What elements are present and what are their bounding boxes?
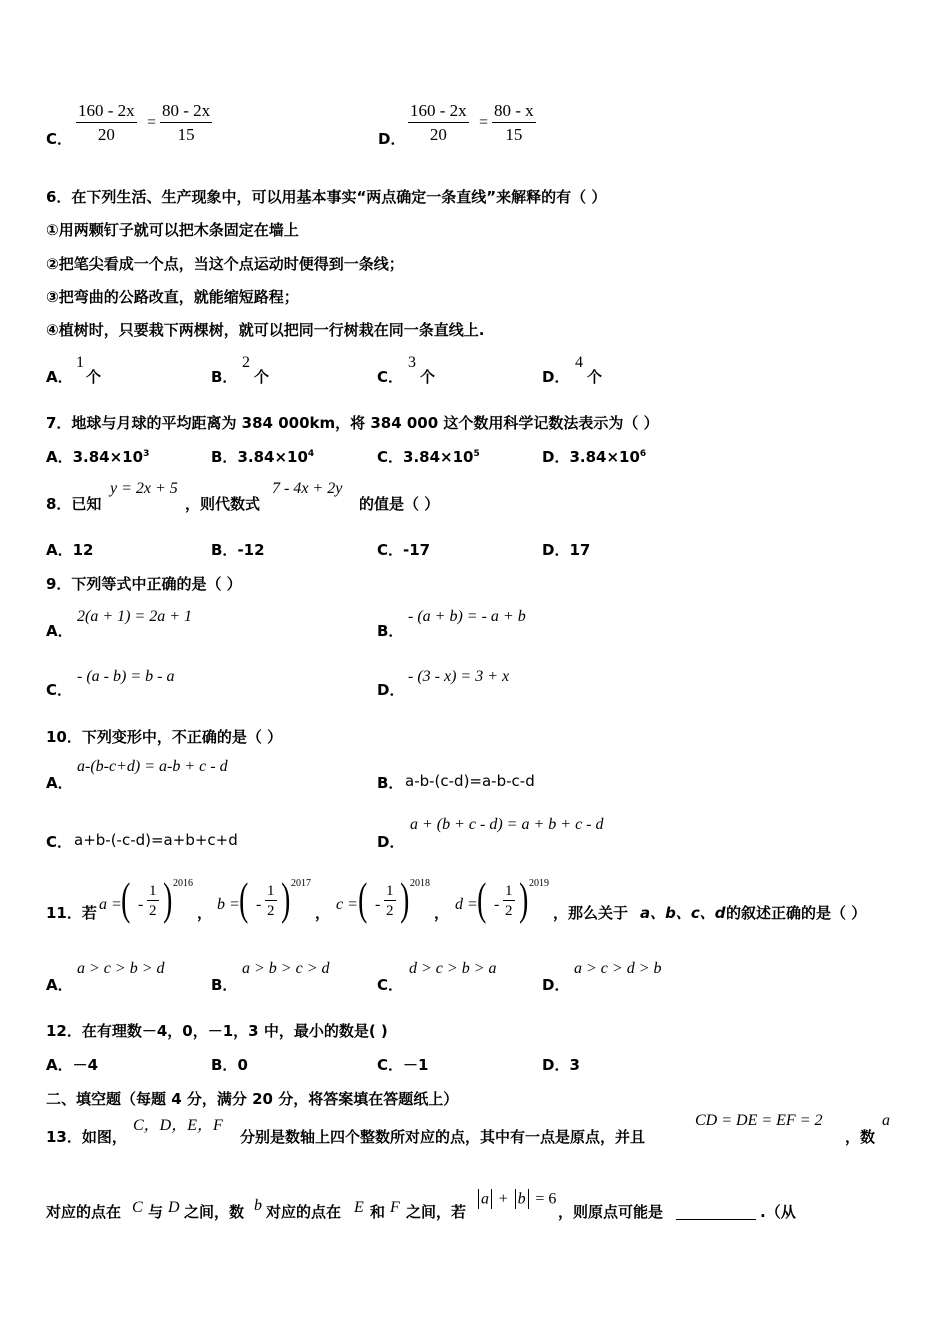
q7-option-c [377, 446, 480, 467]
q6-stem: 6．在下列生活、生产现象中，可以用基本事实“两点确定一条直线”来解释的有（ ） [46, 188, 607, 206]
q13-text: 之间，数 [184, 1203, 245, 1221]
option-label: A． [46, 541, 73, 559]
q13-text: .（从 [760, 1203, 796, 1221]
q8-option-b [211, 539, 265, 560]
q12-stem: 12．在有理数－4，0，－1，3 中，最小的数是( ) [46, 1022, 388, 1040]
option-label: D． [378, 130, 406, 148]
option-label: D． [542, 448, 570, 466]
option-expression: a-b-(c-d)=a-b-c-d [405, 772, 535, 790]
def-sign: - [494, 896, 500, 913]
option-label: A． [46, 368, 73, 386]
q8-mid: ，则代数式 [185, 495, 261, 513]
def-exponent: 2017 [291, 878, 311, 889]
q8-option-d [542, 539, 590, 560]
fraction-right: $\frac{80 - 2x}{15}$ [162, 101, 211, 144]
option-exponent: 3 [143, 449, 150, 459]
equals-sign: = [479, 114, 489, 131]
def-separator: ， [197, 904, 213, 922]
left-paren: ( [239, 873, 249, 924]
option-unit: 个 [587, 368, 603, 386]
option-exponent: 6 [639, 449, 647, 459]
left-paren: ( [121, 873, 131, 924]
def-exponent: 2019 [529, 878, 549, 889]
q13-text: 与 [148, 1203, 164, 1221]
q8-option-a [46, 539, 93, 560]
def-fraction: $\frac{1}{2}$ [267, 883, 275, 919]
option-label: B． [211, 368, 238, 386]
def-separator: ， [315, 904, 331, 922]
q12-option-b [211, 1054, 248, 1075]
q6-item-3: ③把弯曲的公路改直，就能缩短路程； [46, 288, 299, 306]
def-variable: c = [336, 896, 358, 913]
option-value: 3 [569, 1056, 580, 1074]
option-label: B． [377, 622, 404, 640]
q6-item-4: ④植树时，只要栽下两棵树，就可以把同一行树栽在同一条直线上. [46, 321, 485, 339]
q13-point-c: C [132, 1199, 143, 1216]
option-expression: a > b > c > d [242, 960, 330, 977]
option-label: C． [377, 1056, 404, 1074]
option-label: B． [211, 1056, 238, 1074]
option-label: C． [46, 130, 73, 148]
q6-item-1: ①用两颗钉子就可以把木条固定在墙上 [46, 221, 299, 239]
option-expression: a > c > d > b [574, 960, 662, 977]
option-value: 12 [72, 541, 94, 559]
def-variable: d = [455, 896, 478, 913]
option-unit: 个 [254, 368, 270, 386]
q6-item-2: ②把笔尖看成一个点，当这个点运动时便得到一条线； [46, 255, 404, 273]
option-label: A． [46, 976, 73, 994]
q8-prefix: 8．已知 [46, 495, 102, 513]
option-label: A． [46, 774, 73, 792]
option-value: 0 [237, 1056, 248, 1074]
option-label: A． [46, 622, 73, 640]
option-value: 3.84×10 [72, 448, 144, 466]
q12-option-c [377, 1054, 428, 1075]
option-label: A． [46, 448, 73, 466]
option-expression: - (a - b) = b - a [77, 668, 175, 685]
option-value: 17 [569, 541, 591, 559]
fraction-left: $\frac{160 - 2x}{20}$ [410, 101, 467, 144]
def-sign: - [138, 896, 144, 913]
option-number: 1 [76, 354, 84, 371]
option-expression: - (3 - x) = 3 + x [408, 668, 510, 685]
q11-suffix-a: ，那么关于 [553, 904, 629, 922]
option-label: D． [542, 368, 570, 386]
option-label: B． [211, 976, 238, 994]
q13-point-f: F [390, 1199, 400, 1216]
q13-text: 和 [370, 1203, 386, 1221]
section-heading: 二、填空题（每题 4 分，满分 20 分，将答案填在答题纸上） [46, 1090, 459, 1108]
option-expression: a-(b-c+d) = a-b + c - d [77, 758, 228, 775]
option-value: 3.84×10 [237, 448, 308, 466]
def-variable: a = [99, 896, 122, 913]
option-label: D． [377, 833, 405, 851]
q13-text: ，则原点可能是 [558, 1203, 664, 1221]
option-label: B． [211, 541, 238, 559]
q13-text: 对应的点在 [46, 1203, 122, 1221]
q8-expression: 7 - 4x + 2y [272, 480, 343, 497]
answer-blank[interactable] [676, 1203, 756, 1220]
q12-option-d [542, 1054, 580, 1075]
def-exponent: 2018 [410, 878, 430, 889]
q10-stem: 10．下列变形中，不正确的是（ ） [46, 728, 283, 746]
option-value: -17 [403, 541, 431, 559]
option-number: 2 [242, 354, 250, 371]
q13-var-a: a [882, 1112, 890, 1129]
option-number: 3 [408, 354, 416, 371]
def-sign: - [256, 896, 262, 913]
option-label: C． [377, 541, 404, 559]
right-paren: ) [400, 873, 410, 924]
option-label: C． [377, 976, 404, 994]
right-paren: ) [281, 873, 291, 924]
q8-condition: y = 2x + 5 [110, 480, 178, 497]
def-exponent: 2016 [173, 878, 193, 889]
q13-mid: 分别是数轴上四个整数所对应的点，其中有一点是原点，并且 [240, 1128, 646, 1146]
q13-condition: CD = DE = EF = 2 [695, 1112, 823, 1129]
q7-stem: 7．地球与月球的平均距离为 384 000km，将 384 000 这个数用科学记数法表示为（ ） [46, 414, 659, 432]
option-expression: d > c > b > a [409, 960, 497, 977]
q7-option-d [542, 446, 646, 467]
q7-option-a [46, 446, 149, 467]
option-label: C． [377, 368, 404, 386]
q11-prefix: 11．若 [46, 904, 97, 922]
option-label: B． [211, 448, 238, 466]
option-value: -12 [237, 541, 265, 559]
right-paren: ) [519, 873, 529, 924]
option-label: C． [377, 448, 404, 466]
q12-option-a [46, 1054, 98, 1075]
q13-text: 之间，若 [406, 1203, 467, 1221]
option-expression: a > c > b > d [77, 960, 165, 977]
q11-suffix-b: 的叙述正确的是（ ） [726, 904, 867, 922]
option-number: 4 [575, 354, 583, 371]
q7-option-b [211, 446, 314, 467]
option-label: C． [46, 681, 73, 699]
fraction-right: $\frac{80 - x}{15}$ [494, 101, 534, 144]
option-label: D． [377, 681, 405, 699]
option-value: 3.84×10 [403, 448, 474, 466]
fraction-left: $\frac{160 - 2x}{20}$ [78, 101, 135, 144]
option-expression: - (a + b) = - a + b [408, 608, 526, 625]
option-label: A． [46, 1056, 73, 1074]
option-unit: 个 [420, 368, 436, 386]
option-exponent: 4 [307, 449, 315, 459]
option-value: －1 [403, 1056, 429, 1074]
def-fraction: $\frac{1}{2}$ [149, 883, 157, 919]
def-sign: - [375, 896, 381, 913]
option-expression: 2(a + 1) = 2a + 1 [77, 608, 193, 625]
q13-prefix: 13．如图， [46, 1128, 127, 1146]
left-paren: ( [477, 873, 487, 924]
q8-suffix: 的值是（ ） [359, 495, 440, 513]
equals-sign: = [147, 114, 157, 131]
def-fraction: $\frac{1}{2}$ [386, 883, 394, 919]
option-exponent: 5 [473, 449, 480, 459]
option-label: D． [542, 1056, 570, 1074]
q13-point-e: E [354, 1199, 364, 1216]
q13-text: 对应的点在 [266, 1203, 342, 1221]
def-fraction: $\frac{1}{2}$ [505, 883, 513, 919]
q13-points: C，D，E，F [133, 1117, 223, 1134]
left-paren: ( [358, 873, 368, 924]
option-value: 3.84×10 [569, 448, 640, 466]
option-label: D． [542, 976, 570, 994]
q11-suffix-vars: a、b、c、d [640, 904, 726, 922]
right-paren: ) [163, 873, 173, 924]
def-separator: ， [434, 904, 450, 922]
def-variable: b = [217, 896, 240, 913]
q8-option-c [377, 539, 430, 560]
option-label: C． [46, 833, 73, 851]
q13-end: ，数 [845, 1128, 876, 1146]
option-label: B． [377, 774, 404, 792]
option-expression: a + (b + c - d) = a + b + c - d [410, 816, 604, 833]
q9-stem: 9．下列等式中正确的是（ ） [46, 575, 242, 593]
q13-abs-condition: a + b = 6 [476, 1189, 556, 1209]
option-unit: 个 [86, 368, 102, 386]
q13-var-b: b [254, 1197, 262, 1214]
option-expression: a+b-(-c-d)=a+b+c+d [74, 831, 238, 849]
option-label: D． [542, 541, 570, 559]
option-value: －4 [72, 1056, 99, 1074]
q13-point-d: D [168, 1199, 180, 1216]
